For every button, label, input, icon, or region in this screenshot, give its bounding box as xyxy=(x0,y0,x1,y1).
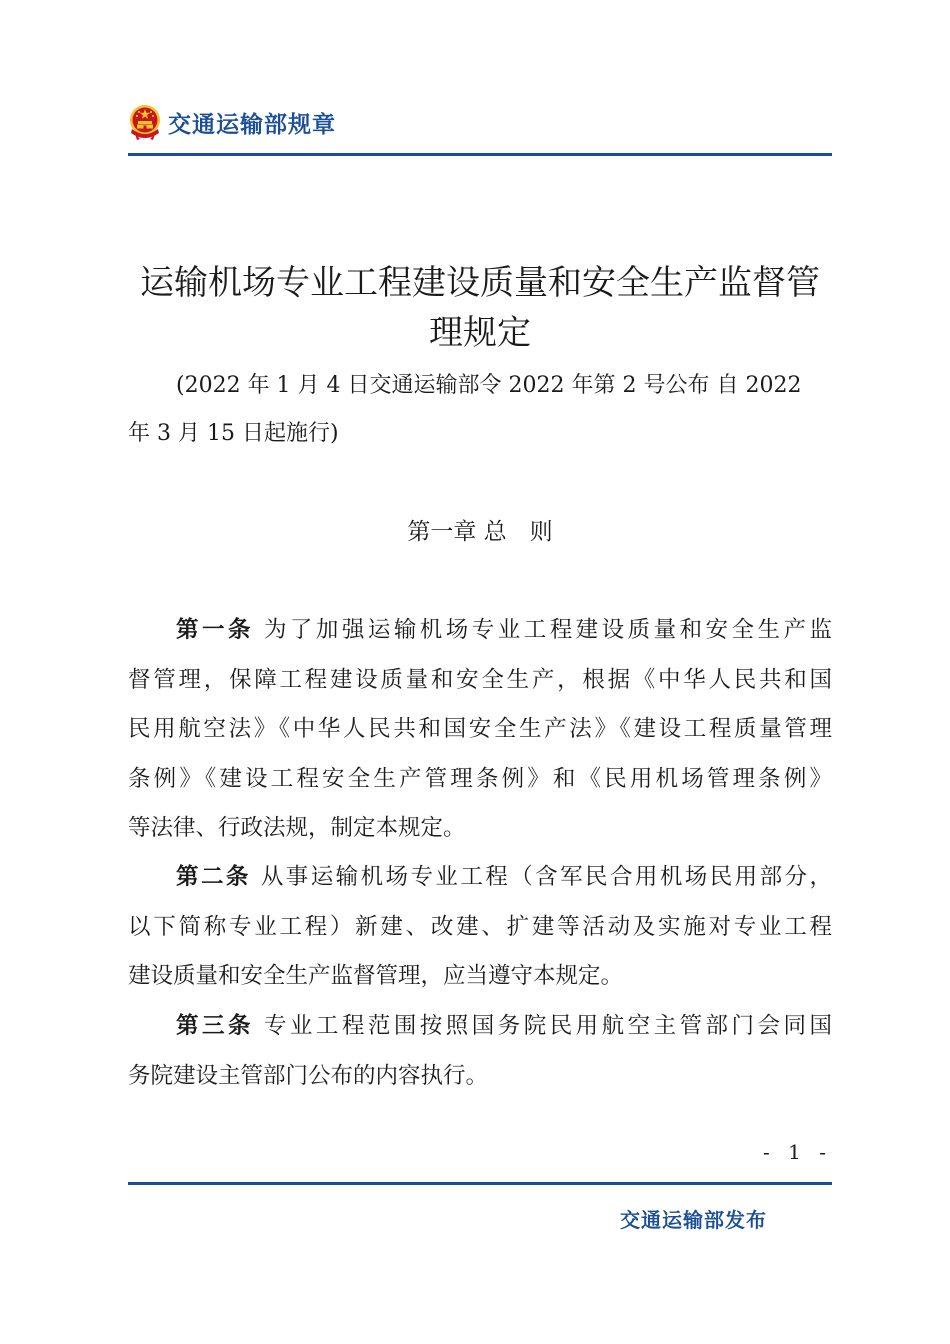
article-heading: 第二条 xyxy=(176,864,251,890)
page-header xyxy=(128,100,336,144)
article-line: 务院建设主管部门公布的内容执行。 xyxy=(128,1062,489,1089)
article-line: 民用航空法》《中华人民共和国安全生产法》《建设工程质量管理 xyxy=(128,716,832,742)
article-line: 以下简称专业工程）新建、改建、扩建等活动及实施对专业工程 xyxy=(128,913,832,940)
article-2 xyxy=(128,853,832,1002)
article-line: 条例》《建设工程安全生产管理条例》和《民用机场管理条例》 xyxy=(128,765,832,792)
footer-publisher: 交通运输部发布 xyxy=(620,1208,767,1232)
article-1 xyxy=(128,606,832,854)
article-text: 为了加强运输机场专业工程建设质量和安全生产监 xyxy=(263,617,832,643)
document-title-line: 运输机场专业工程建设质量和安全生产监督管 xyxy=(140,263,820,303)
chapter-heading: 第一章 总 则 xyxy=(407,519,553,545)
article-line: 建设质量和安全生产监督管理，应当遵守本规定。 xyxy=(128,963,624,989)
document-title xyxy=(128,258,832,358)
article-text: 专业工程范围按照国务院民用航空主管部门会同国 xyxy=(263,1013,832,1039)
article-line xyxy=(128,1002,832,1052)
article-heading: 第一条 xyxy=(176,617,254,643)
document-issuance-note xyxy=(128,362,832,458)
article-text: 从事运输机场专业工程（含军民合用机场民用部分， xyxy=(260,864,832,890)
footer-divider xyxy=(128,1182,832,1185)
header-title: 交通运输部规章 xyxy=(168,111,336,138)
national-emblem-icon xyxy=(128,103,162,141)
article-line: 督管理，保障工程建设质量和安全生产，根据《中华人民共和国 xyxy=(128,666,832,693)
article-3 xyxy=(128,1002,832,1101)
article-line xyxy=(128,853,832,903)
article-line: 等法律、行政法规，制定本规定。 xyxy=(128,815,466,841)
article-line xyxy=(128,606,832,656)
document-title-line: 理规定 xyxy=(429,313,531,353)
issuance-note-line: (2022 年 1 月 4 日交通运输部令 2022 年第 2 号公布 自 2022 xyxy=(176,373,802,398)
issuance-note-line: 年 3 月 15 日起施行) xyxy=(128,421,339,446)
header-divider xyxy=(128,153,832,156)
article-heading: 第三条 xyxy=(176,1013,254,1039)
page-number: - 1 - xyxy=(763,1140,832,1164)
